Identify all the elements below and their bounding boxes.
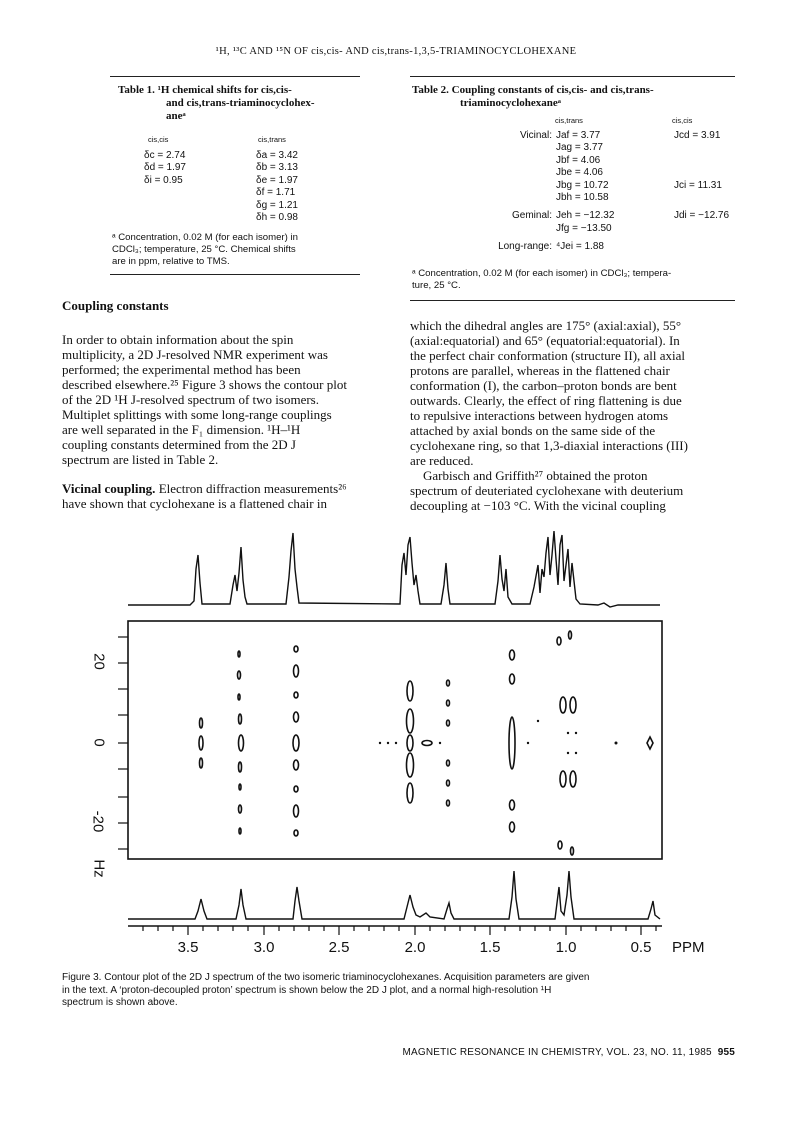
table1-col-header: cis,trans	[258, 135, 286, 144]
table2-rows	[420, 130, 740, 254]
table1-caption-line: and cis,trans-triaminocyclohex-	[166, 97, 315, 109]
table2-row	[420, 155, 740, 167]
table1-top-rule	[110, 76, 360, 77]
x-axis-label: 3.5	[177, 939, 199, 956]
table1-value: δe = 1.97	[256, 174, 298, 186]
y-axis-label-minus-20: -20	[89, 810, 107, 833]
figure-caption	[62, 972, 742, 1010]
table1-value: δa = 3.42	[256, 150, 298, 161]
table2-row	[420, 223, 740, 235]
table2-row	[420, 192, 740, 204]
footnote-line: ᵃ Concentration, 0.02 M (for each isomer) in	[112, 232, 298, 243]
text-line: attached by axial bonds on the same side of the	[410, 423, 656, 438]
footnote-line: CDCl₃; temperature, 25 °C. Chemical shifts	[112, 244, 296, 255]
text-line: to repulsive interactions between hydrogen atoms	[410, 408, 669, 423]
table2-cis-trans-value: ⁴Jei = 1.88	[556, 241, 604, 253]
table1-cis-trans-column	[256, 150, 298, 224]
x-axis-unit: PPM	[672, 939, 705, 956]
table2-caption-line: triaminocyclohexaneᵃ	[460, 97, 561, 109]
table2-col-header: cis,cis	[672, 116, 693, 125]
text-line: have shown that cyclohexane is a flattened chair in	[62, 496, 327, 511]
section-heading: Coupling constants	[62, 298, 169, 313]
text-line: (axial:equatorial) and 65° (equatorial:equatorial). In	[410, 333, 680, 348]
text-line: multiplicity, a 2D J-resolved NMR experiment was	[62, 347, 328, 362]
x-axis-label: 2.0	[404, 939, 426, 956]
table2-caption	[412, 84, 737, 110]
table2-cis-trans-value: Jbh = 10.58	[556, 191, 609, 203]
contour-dots	[379, 720, 618, 754]
text-line: of the 2D ¹H J-resolved spectrum of two isomers.	[62, 392, 319, 407]
text-line: protons are parallel, whereas in the flattened chair	[410, 363, 670, 378]
table1-value: δb = 3.13	[256, 162, 298, 174]
x-axis-label: 0.5	[630, 939, 652, 956]
table1-caption-line: aneᵃ	[166, 110, 186, 122]
table2-bottom-rule	[410, 300, 735, 301]
text-line: spectrum of deuteriated cyclohexane with deuterium	[410, 483, 684, 498]
proton-decoupled-spectrum-trace	[128, 871, 660, 919]
table2-row-label: Vicinal:	[519, 130, 552, 141]
text-line: Electron diffraction measurements²⁶	[155, 481, 347, 496]
high-resolution-spectrum-trace	[128, 531, 660, 607]
text-line: performed; the experimental method has been	[62, 362, 301, 377]
table1-footnote	[112, 232, 362, 268]
table2-col-header: cis,trans	[555, 116, 583, 125]
table2-cis-trans-value: Jaf = 3.77	[556, 130, 601, 141]
table2-cis-trans-value: Jag = 3.77	[556, 142, 603, 154]
table1-value: δh = 0.98	[256, 212, 298, 224]
table2-row	[420, 142, 740, 154]
table2-cis-trans-value: Jbg = 10.72	[556, 179, 609, 191]
page-footer	[403, 1047, 736, 1058]
table2-row	[420, 180, 740, 192]
text-line: described elsewhere.²⁵ Figure 3 shows the contour plot	[62, 377, 347, 392]
x-axis-ticks	[143, 926, 656, 935]
x-axis-label: 1.5	[479, 939, 501, 956]
table1-value: δc = 2.74	[144, 150, 186, 161]
text-line: Multiplet splittings with some long-range couplings	[62, 407, 332, 422]
caption-line: Figure 3. Contour plot of the 2D J spectrum of the two isomeric triaminocyclohexanes. Acquisition parameters are given	[62, 972, 590, 983]
running-head: ¹H, ¹³C AND ¹⁵N OF cis,cis- AND cis,trans-1,3,5-TRIAMINOCYCLOHEXANE	[215, 46, 577, 57]
text-line: the perfect chair conformation (structure II), all axial	[410, 348, 686, 363]
y-axis-label-0: 0	[90, 738, 108, 747]
table2-cis-trans-value: Jbf = 4.06	[556, 154, 601, 166]
text-line: are reduced.	[410, 453, 474, 468]
table1-caption-line: Table 1. ¹H chemical shifts for cis,cis-	[118, 84, 292, 96]
table2-footnote	[412, 268, 737, 292]
x-axis-label: 2.5	[328, 939, 350, 956]
text-line: outwards. Clearly, the effect of ring flattening is due	[410, 393, 682, 408]
text-line: conformation (I), the carbon–proton bonds are bent	[410, 378, 677, 393]
table2-row-label: Geminal:	[511, 210, 552, 222]
table2-row-label: Long-range:	[498, 241, 552, 253]
table1-caption	[118, 84, 358, 123]
table1-value: δd = 1.97	[144, 162, 186, 174]
caption-line: spectrum is shown above.	[62, 997, 178, 1008]
text-line: spectrum are listed in Table 2.	[62, 452, 219, 467]
footnote-line: ᵃ Concentration, 0.02 M (for each isomer) in CDCl₃; tempera-	[412, 268, 672, 279]
table2-row	[420, 130, 740, 142]
table2-row	[420, 241, 740, 253]
text-line: coupling constants determined from the 2D J	[62, 437, 296, 452]
left-column-paragraph	[62, 332, 386, 467]
table2-cis-cis-value: Jci = 11.31	[674, 179, 722, 191]
table2-cis-cis-value: Jcd = 3.91	[674, 130, 721, 141]
text-line: In order to obtain information about the spin	[62, 332, 294, 347]
vicinal-paragraph	[62, 481, 386, 511]
contour-peaks	[199, 631, 653, 855]
figure-3-spectrum	[0, 525, 792, 965]
journal-citation: MAGNETIC RESONANCE IN CHEMISTRY, VOL. 23, NO. 11, 1985	[402, 1047, 712, 1058]
table1-value: δg = 1.21	[256, 199, 298, 211]
footnote-line: ture, 25 °C.	[412, 280, 461, 291]
table1-cis-cis-column	[144, 150, 186, 187]
x-axis-label: 3.0	[253, 939, 275, 956]
table1-bottom-rule	[110, 274, 360, 275]
table2-cis-trans-value: Jbe = 4.06	[556, 167, 603, 179]
y-axis-ticks	[118, 637, 128, 849]
y-axis-unit: Hz	[90, 859, 108, 878]
table2-caption-line: Table 2. Coupling constants of cis,cis- and cis,trans-	[412, 84, 654, 96]
right-column-paragraph	[410, 318, 735, 513]
contour-plot-frame	[128, 621, 662, 859]
table1-value: δf = 1.71	[256, 187, 296, 199]
text-line: cyclohexane ring, so that 1,3-diaxial interactions (III)	[410, 438, 688, 453]
text-line: decoupling at −103 °C. With the vicinal coupling	[410, 498, 666, 513]
table2-row	[420, 210, 740, 222]
table2-cis-trans-value: Jeh = −12.32	[556, 210, 615, 222]
vicinal-heading: Vicinal coupling.	[62, 481, 156, 496]
y-axis-label-20: 20	[90, 653, 108, 670]
page-number: 955	[717, 1047, 735, 1058]
table2-cis-trans-value: Jfg = −13.50	[556, 222, 612, 234]
table1-col-header: cis,cis	[148, 135, 169, 144]
table2-row	[420, 167, 740, 179]
text-line: Garbisch and Griffith²⁷ obtained the proton	[410, 468, 648, 483]
text-line: which the dihedral angles are 175° (axial:axial), 55°	[410, 318, 682, 333]
text-line: are well separated in the F₁ dimension. ¹H–¹H	[62, 422, 301, 437]
table2-top-rule	[410, 76, 735, 77]
footnote-line: are in ppm, relative to TMS.	[112, 256, 230, 267]
table1-value: δi = 0.95	[144, 174, 183, 186]
table2-cis-cis-value: Jdi = −12.76	[674, 210, 730, 222]
x-axis-label: 1.0	[555, 939, 577, 956]
caption-line: in the text. A ‘proton-decoupled proton’ spectrum is shown below the 2D J plot, and a normal high-resolution ¹H	[62, 984, 552, 996]
